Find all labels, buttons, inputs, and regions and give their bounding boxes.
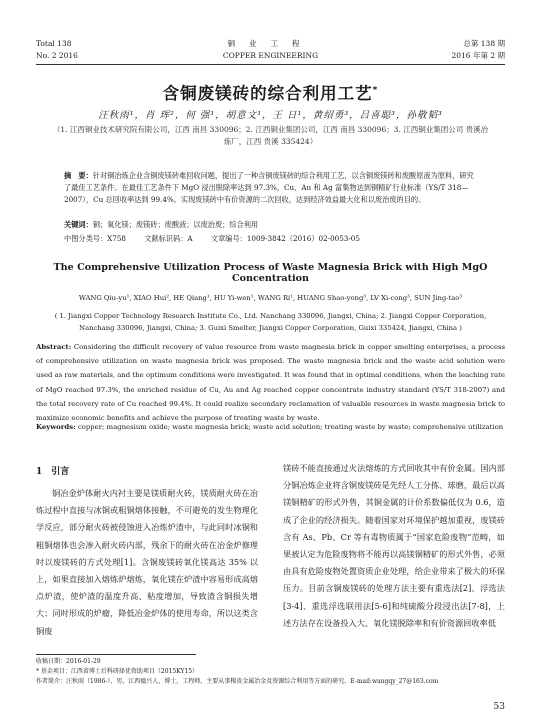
header-rule [36, 64, 505, 65]
abstract-cn [64, 170, 477, 206]
affiliation: （1. 江西铜业技术研究院有限公司，江西 南昌 330096；2. 江西铜业集团公司，江西 南昌 330096；3. 江西铜业集团公司 贵溪冶炼厂，江西 贵溪 335424） [52, 125, 489, 146]
body-column-left: 铜冶金炉体耐火内衬主要是镁质耐火砖，镁质耐火砖在冶炼过程中直接与冰铜或粗铜熔体接触，不可避免的发生物理化学反应，部分耐火砖被侵蚀进入冶炼炉渣中，与此同时冰铜和粗铜熔体也会渗入耐火砖内部，残余下的耐火砖在冶金炉修理时以废镁砖的方式处理[1]。含铜废镁砖氧化镁高达 35% 以上，如果直接加入熔炼炉熔炼，氧化镁在炉渣中容易形成高熔点炉渣，使炉渣的温度升高、粘度增加，导致渣含铜损失增大；同时形成的炉瘤，降低冶金炉体的使用寿命，所以这类含铜废 [36, 488, 258, 636]
header-issue: No. 2 2016 [36, 51, 78, 60]
page-number: 53 [493, 702, 505, 712]
header-total-cn: 总第 138 期 [463, 39, 505, 48]
en-keywords-label: Keywords: [36, 423, 76, 431]
section-heading: 1 引言 [36, 467, 70, 477]
running-header [36, 38, 505, 64]
journal-name-cn: 铜业工程 [227, 39, 314, 48]
abstract-label: 摘 要： [64, 171, 93, 180]
english-title: The Comprehensive Utilization Process of Waste Magnesia Brick with High MgO Concentration [53, 262, 488, 284]
english-affiliation: ( 1. Jiangxi Copper Technology Research Institute Co., Ltd. Nanchang 330096, Jiangxi, China; 2. Jiangxi Copper Corporation, Nanchang 330096, Jiangxi, China; 3. Guixi Smelter, Jiangxi Copper Corporation, Guixi 335424, Jiangxi, China ) [54, 312, 487, 332]
classification-line [64, 233, 477, 245]
header-right [451, 38, 505, 62]
journal-name-en: COPPER ENGINEERING [222, 51, 319, 60]
keywords-cn [64, 219, 477, 231]
english-authors: WANG Qiu-yu¹, XIAO Hui², HE Qiang¹, HU Yi-wen¹, WANG Ri¹, HUANG Shao-yong³, LV Xi-cong³, SUN Jing-tao³ [78, 294, 463, 302]
en-keywords-text: copper; magnesium oxide; waste magnesia brick; waste acid solution; treating waste by waste; comprehensive utilization [77, 423, 504, 431]
keywords-label: 关键词： [64, 220, 93, 229]
body-column-right: 镁砖不能直接通过火法熔炼的方式回收其中有价金属。国内部分铜冶炼企业将含铜废镁砖是先经人工分拣、球磨，最后以高镁铜精矿的形式外售，其铜金属的计价系数偏低仅为 0.6，造成了企业的经济损失。随着国家对环境保护越加重视，废镁砖含有 As、Pb、Cr 等有毒物质属于“国家危险废物”范畴，如果被认定为危险废物将不能再以高镁铜精矿的形式外售，必须由具有危险废物处置资质企业处理，给企业带来了极大的环保压力。目前含铜废镁砖的处理方法主要有重选法[2]、浮选法[3-4]、重选浮选联用法[5-6]和纯硫酸分段浸出法[7-8]，上述方法存在设备投入大、氧化镁脱除率和有价资源回收率低 [283, 463, 505, 628]
en-abstract-text: Considering the difficult recovery of value resource from waste magnesia brick in copper smelting enterprises, a process of comprehensive utilization on waste magnesia brick was proposed. The waste magnesia brick and the waste acid solution were used as raw materials, and the optimum conditions were investigated. It was found that in optimal conditions, when the leaching rate of MgO reached 97.3%, the enriched residue of Cu, Au and Ag reached copper concentrate industry standard (YS/T 318-2007) and the total recovery rate of Cu reached 99.4%. It could realize secondary reclamation of valuable resources in waste magnesia brick to maximize economic benefits and achieve the purpose of treating waste by waste. [36, 343, 505, 423]
document-code: 文献标识码：A [144, 234, 193, 243]
footnote-fund: * 基金项目：江西省博士后科研择优资助项目（2015KY15） [36, 668, 199, 675]
article-number: 文章编号：1009-3842（2016）02-0053-05 [210, 234, 360, 243]
en-abstract-label: Abstract: [36, 343, 72, 351]
header-issue-cn: 2016 年第 2 期 [451, 51, 505, 60]
abstract-en [36, 340, 505, 425]
author-list: 汪秋雨¹，肖 珲²，何 强¹，胡意文¹，王 日¹，黄绍勇³，吕喜聪³，孙敬韬³ [98, 110, 443, 121]
footnote-rule [36, 654, 196, 655]
header-total: Total 138 [36, 39, 72, 48]
footnote-received: 收稿日期：2016-01-29 [36, 658, 101, 665]
keywords-en [36, 420, 505, 434]
clc-number: 中图分类号：X758 [64, 234, 126, 243]
header-center [36, 38, 505, 62]
footnote-author-bio: 作者简介：汪秋雨（1986-），男，江西德兴人，博士，工程师，主要从事稀贵金属冶金及资源综合利用等方面的研究。E-mail:wangqy_27@163.com [36, 678, 439, 685]
abstract-text: 针对铜冶炼企业含铜废镁砖难回收问题，提出了一种含铜废镁砖的综合利用工艺，以含铜废镁砖和废酸原液为原料，研究了最佳工艺条件。在最佳工艺条件下 MgO 浸出脱除率达到 97.3%，Cu、Au 和 Ag 富集物达到铜精矿行业标准（YS/T 318—2007），Cu 总回收率达到 99.4%。实现废镁砖中有价资源的二次回收，达到经济效益最大化和以废治废的目的。 [64, 171, 474, 204]
keywords-text: 铜；氧化镁；废镁砖；废酸液；以废治废；综合利用 [92, 220, 259, 229]
paper-title: 含铜废镁砖的综合利用工艺* [162, 84, 379, 103]
